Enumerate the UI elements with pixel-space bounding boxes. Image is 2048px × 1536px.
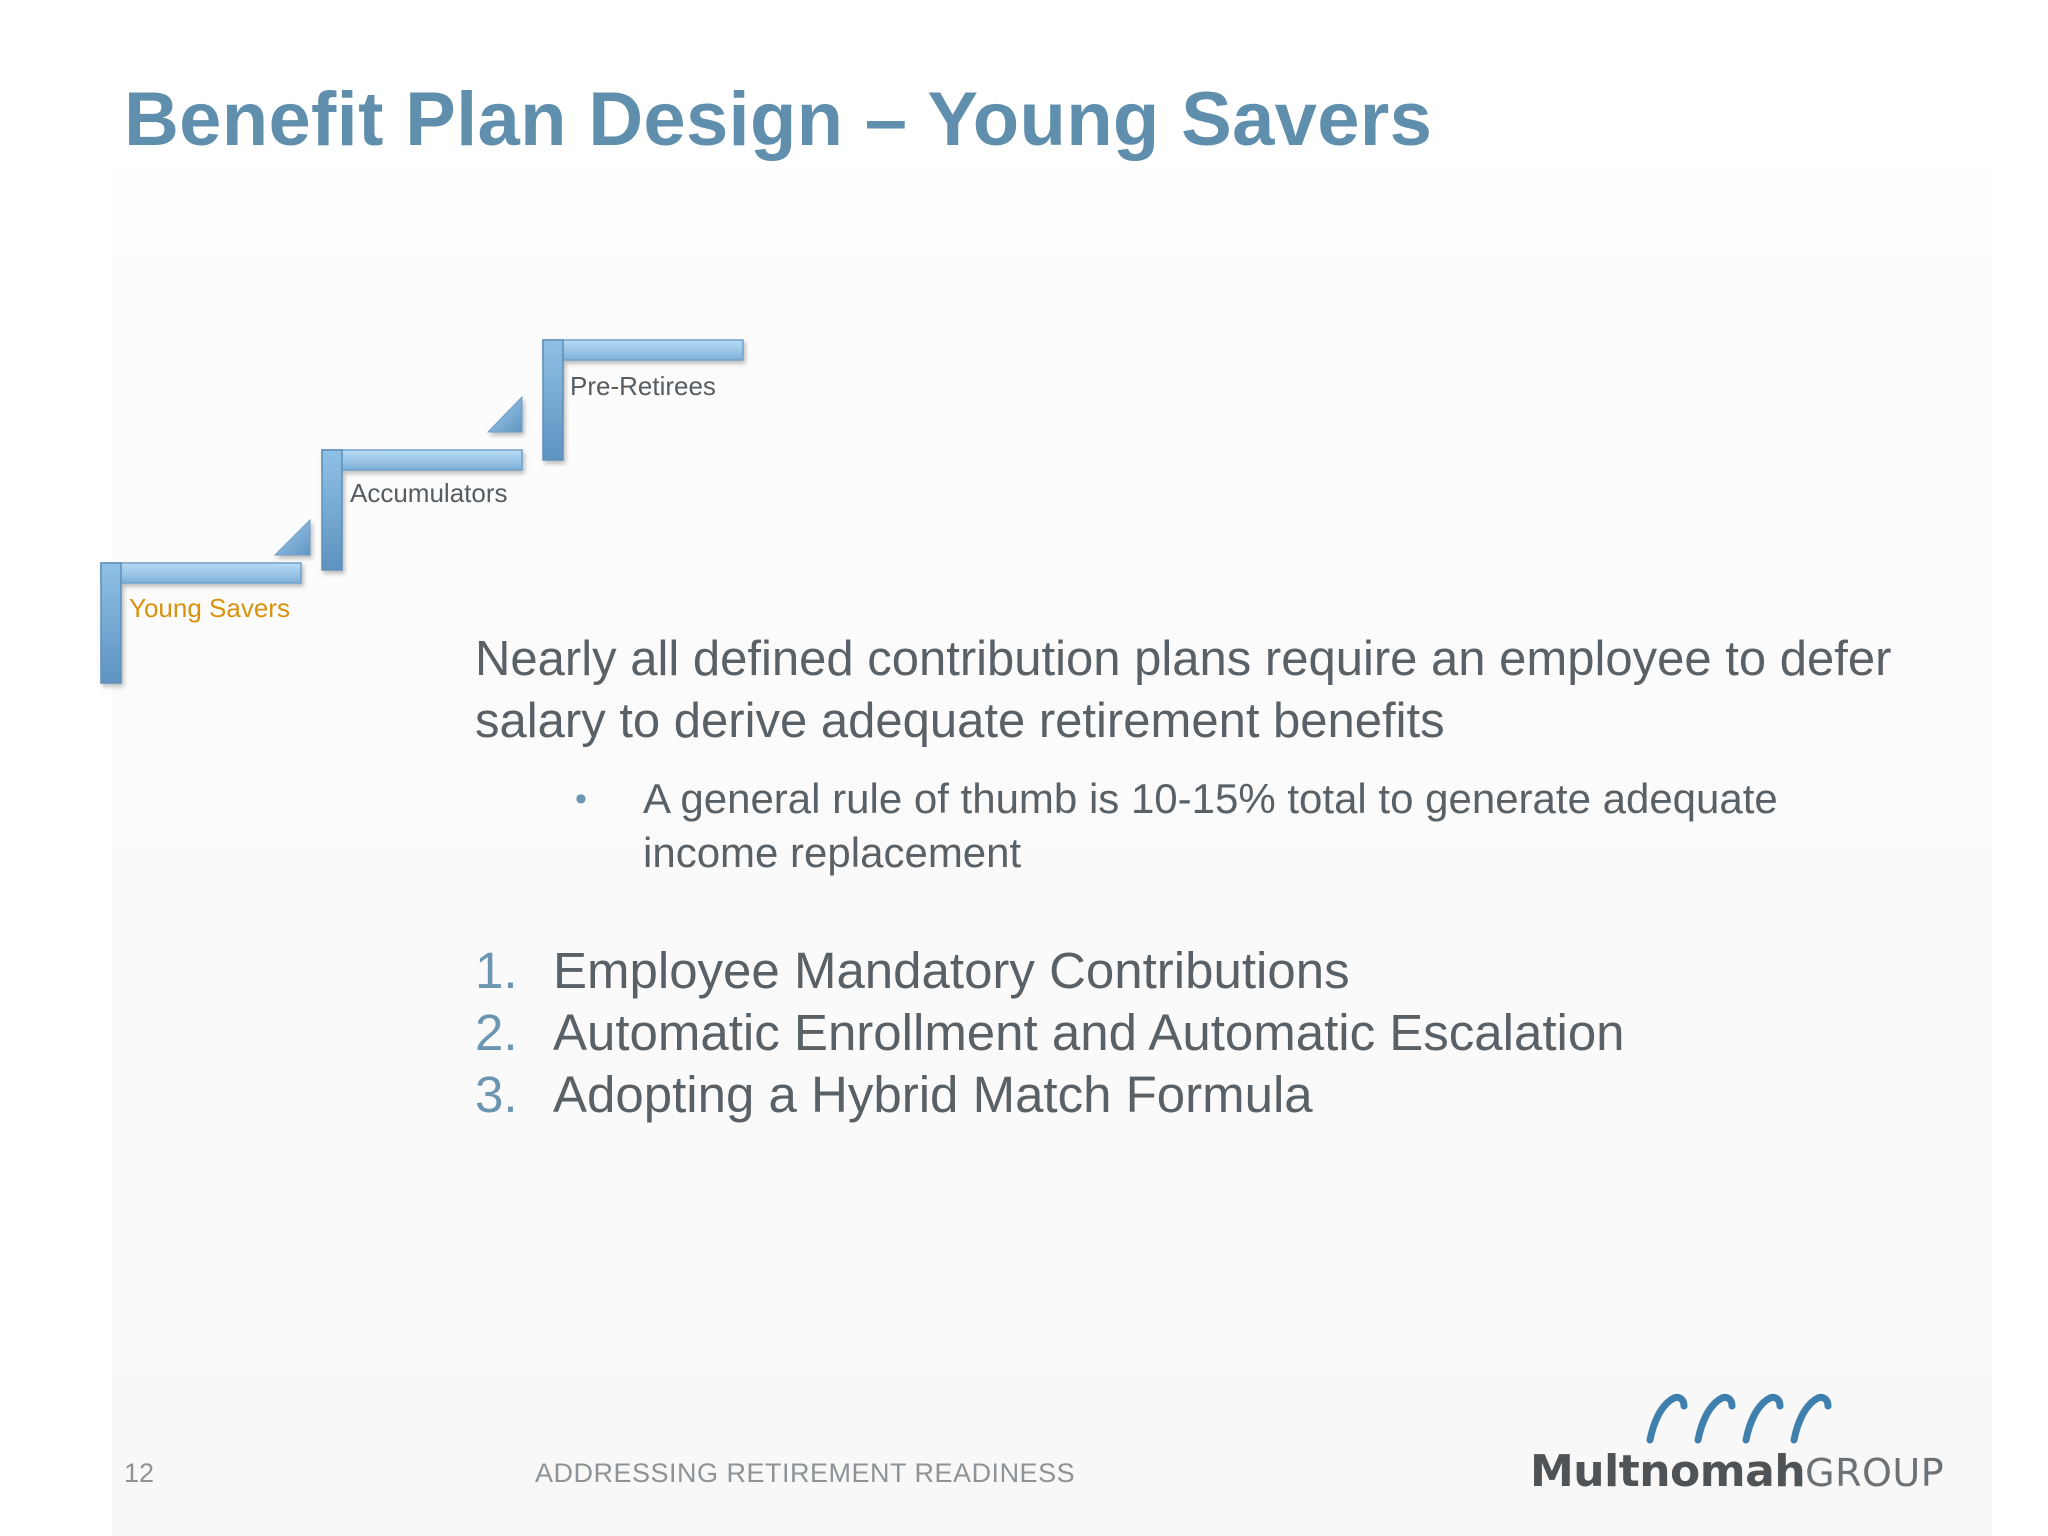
step-accumulators-shape [322,450,522,570]
list-item-text: Adopting a Hybrid Match Formula [553,1066,1313,1123]
slide-title: Benefit Plan Design – Young Savers [124,77,1433,162]
logo-sub-text: GROUP [1805,1451,1945,1495]
step-label-pre-retirees: Pre-Retirees [570,371,716,401]
list-item [475,940,1625,1002]
numbered-list [475,940,1625,1126]
bullet-text: A general rule of thumb is 10-15% total to generate adequate income replacement [643,775,1778,876]
step-arrow-1 [275,520,310,555]
list-item-text: Employee Mandatory Contributions [553,942,1350,999]
multnomah-group-logo [1530,1390,1950,1500]
footer-deck-title: ADDRESSING RETIREMENT READINESS [535,1458,1076,1488]
list-item [475,1002,1625,1064]
step-arrow-2 [488,397,522,432]
logo-wordmark [1530,1446,1944,1497]
step-label-young-savers: Young Savers [129,593,290,623]
bullet-item [575,772,1905,880]
list-item-number: 1. [475,942,518,999]
list-item-text: Automatic Enrollment and Automatic Escalation [553,1004,1625,1061]
page-number: 12 [124,1458,155,1488]
logo-main-text: Multnomah [1530,1446,1806,1497]
bullet-marker: • [575,780,587,818]
main-statement: Nearly all defined contribution plans require an employee to defer salary to derive adequate retirement benefits [475,632,1892,748]
list-item [475,1064,1625,1126]
list-item-number: 3. [475,1066,518,1123]
step-label-accumulators: Accumulators [350,478,508,508]
list-item-number: 2. [475,1004,518,1061]
logo-wave-icon [1640,1390,1840,1450]
